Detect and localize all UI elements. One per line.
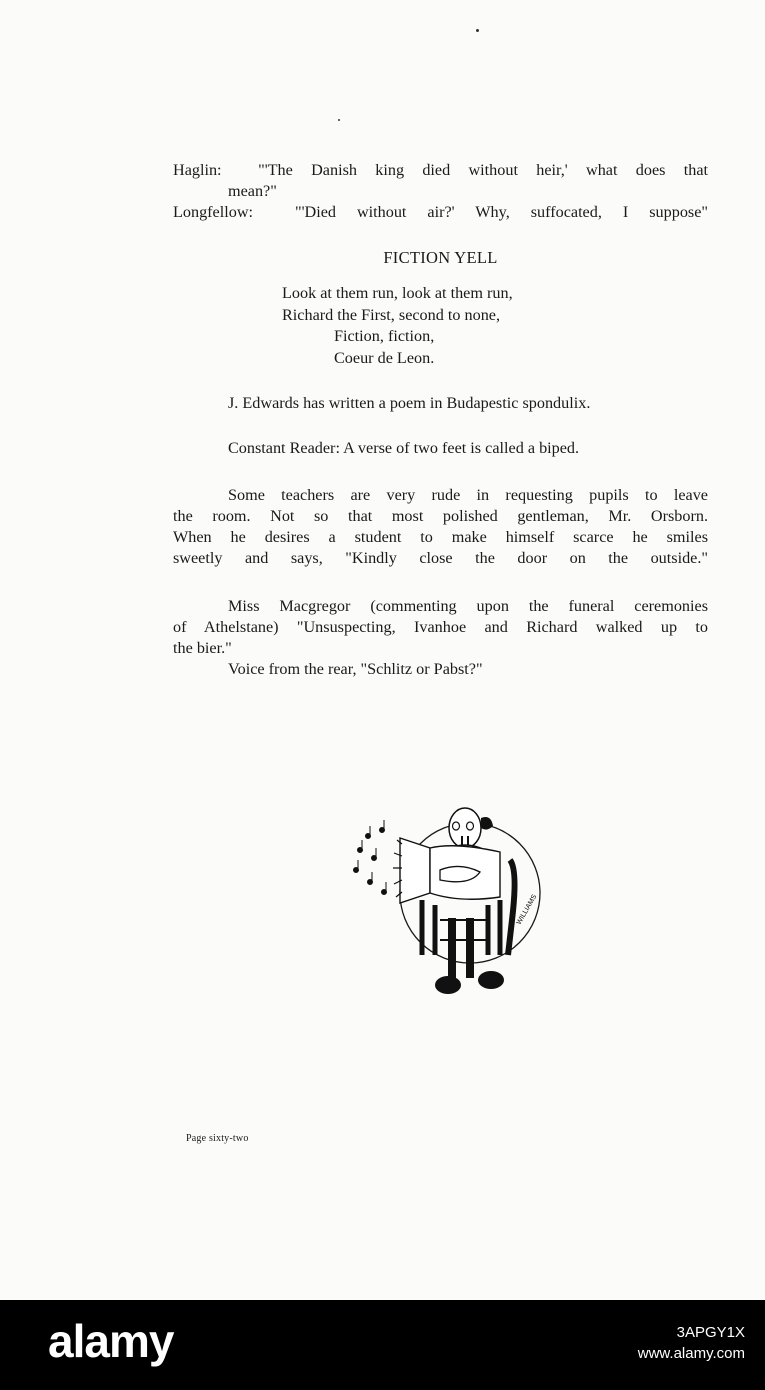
joke-haglin-line2: mean?" bbox=[228, 182, 277, 200]
longfellow-quote: "'Died without air?' Why, suffocated, I suppose" bbox=[295, 203, 709, 221]
joke-haglin bbox=[173, 160, 708, 202]
paragraph-line: Voice from the rear, "Schlitz or Pabst?" bbox=[228, 660, 483, 678]
artist-signature: WILLIAMS bbox=[515, 893, 539, 926]
verse-line: Richard the First, second to none, bbox=[282, 305, 501, 324]
orsborn-paragraph bbox=[173, 485, 708, 569]
ink-speck bbox=[338, 119, 340, 121]
fiction-yell-title: FICTION YELL bbox=[383, 248, 498, 267]
edwards-paragraph: J. Edwards has written a poem in Budapestic spondulix. bbox=[228, 394, 591, 412]
macgregor-paragraph bbox=[173, 596, 708, 680]
illustration-man-with-phonograph bbox=[340, 800, 550, 1005]
fiction-yell-verse bbox=[282, 283, 513, 369]
image-id: 3APGY1X bbox=[676, 1324, 745, 1341]
paragraph-line: When he desires a student to make himself scarce he smiles bbox=[173, 528, 708, 546]
page-number: Page sixty-two bbox=[186, 1133, 249, 1144]
paragraph-line: the room. Not so that most polished gentleman, Mr. Orsborn. bbox=[173, 507, 708, 525]
watermark-footer bbox=[0, 1300, 765, 1390]
paragraph-line: Some teachers are very rude in requesting pupils to leave bbox=[228, 486, 708, 504]
haglin-quote: "'The Danish king died without heir,' what does that bbox=[258, 161, 708, 179]
verse-line: Look at them run, look at them run, bbox=[282, 284, 513, 302]
paragraph-line: the bier." bbox=[173, 639, 232, 657]
speaker-haglin: Haglin: bbox=[173, 161, 222, 179]
joke-haglin-line1 bbox=[173, 160, 708, 181]
ink-speck bbox=[476, 29, 479, 32]
verse-line: Coeur de Leon. bbox=[334, 348, 435, 367]
footer-image-info bbox=[638, 1322, 745, 1364]
paragraph-line: of Athelstane) "Unsuspecting, Ivanhoe and Richard walked up to bbox=[173, 618, 708, 636]
paragraph-line: sweetly and says, "Kindly close the door on the outside." bbox=[173, 549, 708, 567]
alamy-logo: alamy bbox=[48, 1315, 174, 1367]
verse-line: Fiction, fiction, bbox=[334, 327, 435, 345]
paragraph-line: Miss Macgregor (commenting upon the funeral ceremonies bbox=[228, 597, 708, 615]
constant-reader-paragraph: Constant Reader: A verse of two feet is called a biped. bbox=[228, 439, 580, 457]
speaker-longfellow: Longfellow: bbox=[173, 203, 254, 221]
joke-longfellow bbox=[173, 202, 708, 223]
site-url: www.alamy.com bbox=[637, 1345, 745, 1362]
